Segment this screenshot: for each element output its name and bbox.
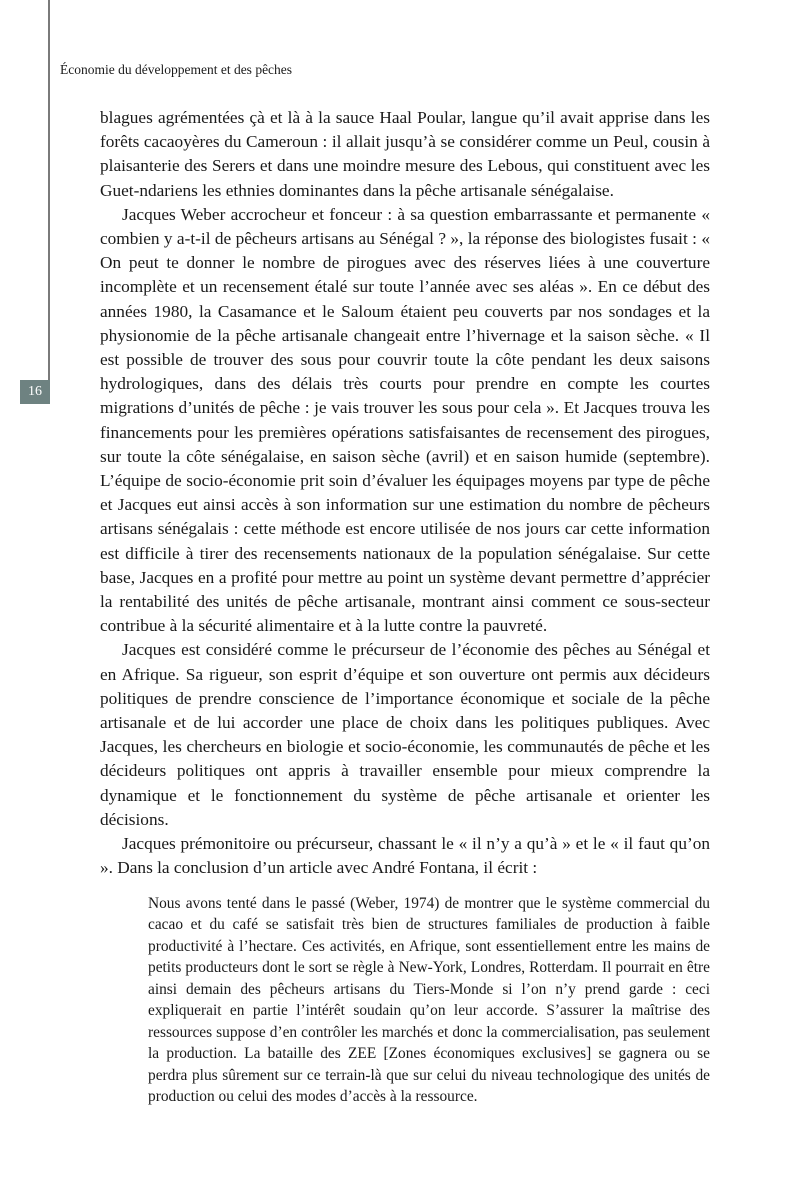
- paragraph-2: Jacques Weber accrocheur et fonceur : à sa question embarrassante et permanente « combien y a-t-il de pêcheurs artisans au Sénégal ? », la réponse des biologistes fusait : « On peut te donner le nombre de pirogues avec des réserves liées à une couverture incomplète et un recensement étalé sur toute l’année avec ses aléas ». En ce début des années 1980, la Casamance et le Saloum étaient peu couverts par nos sondages et la physionomie de la pêche artisanale changeait entre l’hivernage et la saison sèche. « Il est possible de trouver des sous pour couvrir toute la côte pendant les deux saisons hydrologiques, dans des délais très courts pour prendre en compte les courtes migrations d’unités de pêche : je vais trouver les sous pour cela ». Et Jacques trouva les financements pour les premières opérations satisfaisantes de recensement des pirogues, sur toute la côte sénégalaise, en saison sèche (avril) et en saison humide (septembre). L’équipe de socio-économie prit soin d’évaluer les équipages moyens par type de pêche et Jacques eut ainsi accès à son information sur une estimation du nombre de pêcheurs artisans sénégalais : cette méthode est encore utilisée de nos jours car cette information est difficile à tirer des recensements nationaux de la population sénégalaise. Sur cette base, Jacques en a profité pour mettre au point un système devant permettre d’apprécier la rentabilité des unités de pêche artisanale, montrant ainsi comment ce sous-secteur contribue à la sécurité alimentaire et à la lutte contre la pauvreté.: [100, 204, 710, 636]
- margin-rule: [48, 0, 50, 404]
- block-quote: Nous avons tenté dans le passé (Weber, 1974) de montrer que le système commercial du cacao et du café se satisfait très bien de structures familiales de production à faible productivité à l’hectare. Ces activités, en Afrique, sont essentiellement entre les mains de petits producteurs dont le sort se règle à New-York, Londres, Rotterdam. Il pourrait en être ainsi demain des pêcheurs artisans du Tiers-Monde si l’on n’y prend garde : ceci expliquerait en partie l’intérêt soudain qu’on leur accorde. S’assurer la maîtrise des ressources suppose d’en contrôler les marchés et donc la commercialisation, pas seulement la production. La bataille des ZEE [Zones économiques exclusives] se gagnera ou se perdra plus sûrement sur ce terrain-là que sur celui du niveau technologique des unités de production ou celui des modes d’accès à la ressource.: [148, 894, 710, 1105]
- running-head-title: Économie du développement et des pêches: [60, 62, 293, 77]
- page-number: 16: [20, 380, 50, 404]
- body-text: [100, 106, 710, 1108]
- paragraph-1: blagues agrémentées çà et là à la sauce Haal Poular, langue qu’il avait apprise dans les forêts cacaoyères du Cameroun : il allait jusqu’à se considérer comme un Peul, cousin à plaisanterie des Serers et dans une moindre mesure des Lebous, qui constituent avec les Guet-ndariens les ethnies dominantes dans la pêche artisanale sénégalaise.: [100, 108, 710, 200]
- paragraph-4: Jacques prémonitoire ou précurseur, chassant le « il n’y a qu’à » et le « il faut qu’on ». Dans la conclusion d’un article avec André Fontana, il écrit :: [100, 834, 710, 878]
- paragraph-3: Jacques est considéré comme le précurseur de l’économie des pêches au Sénégal et en Afrique. Sa rigueur, son esprit d’équipe et son ouverture ont permis aux décideurs politiques de prendre conscience de l’importance économique et sociale de la pêche artisanale et de lui accorder une place de choix dans les politiques publiques. Avec Jacques, les chercheurs en biologie et socio-économie, les communautés de pêche et les décideurs politiques ont appris à travailler ensemble pour mieux comprendre la dynamique et le fonctionnement du système de pêche artisanale et orienter les décisions.: [100, 640, 710, 829]
